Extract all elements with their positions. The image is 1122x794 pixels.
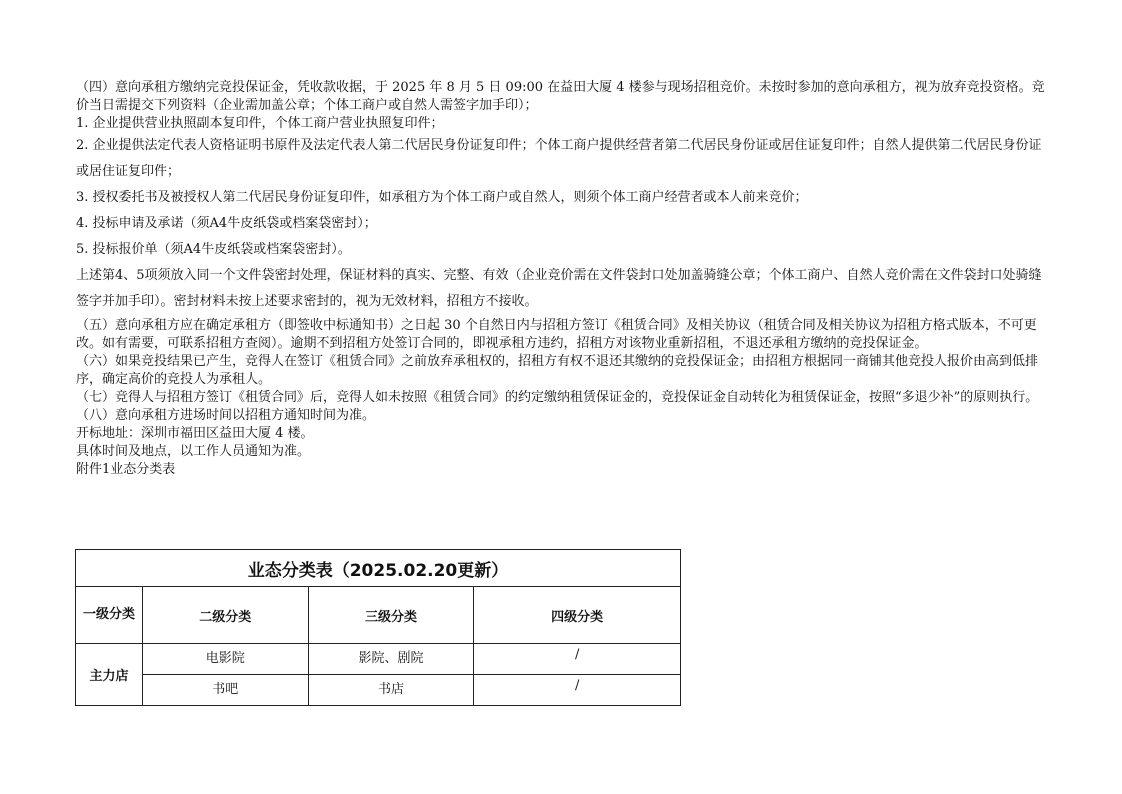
table-cell: / [474,644,681,675]
table-header-row [76,587,681,644]
table-title-row [76,550,681,587]
business-category-table [75,549,681,706]
requirement-item-2: 2. 企业提供法定代表人资格证明书原件及法定代表人第二代居民身份证复印件；个体工商户提供经营者第二代居民身份证或居住证复印件；自然人提供第二代居民身份证或居住证复印件； [76,138,1042,179]
section-6: （六）如果竞投结果已产生，竞得人在签订《租赁合同》之前放弃承租权的，招租方有权不退还其缴纳的竞投保证金；由招租方根据同一商铺其他竞投人报价由高到低排序，确定高价的竞投人为承租人。 [76,354,1039,387]
table-cell: 书吧 [142,675,308,706]
header-level-3: 三级分类 [308,587,474,644]
document-body [76,79,1048,479]
venue-address: 开标地址：深圳市福田区益田大厦 4 楼。 [76,426,314,441]
table-cell: 影院、剧院 [308,644,474,675]
header-level-4: 四级分类 [474,587,681,644]
header-level-1: 一级分类 [76,587,143,644]
table-row [76,644,681,675]
requirement-item-4: 4. 投标申请及承诺（须A4牛皮纸袋或档案袋密封）； [76,216,377,231]
header-level-2: 二级分类 [142,587,308,644]
table-cell: / [474,675,681,706]
table-cell: 电影院 [142,644,308,675]
sealing-note: 上述第4、5项须放入同一个文件袋密封处理，保证材料的真实、完整、有效（企业竞价需在文件袋封口处加盖骑缝公章；个体工商户、自然人竞价需在文件袋封口处骑缝签字并加手印）。密封材料未按上述要求密封的，视为无效材料，招租方不接收。 [76,268,1042,309]
attachment-label: 附件1业态分类表 [76,462,176,477]
section-4-intro: （四）意向承租方缴纳完竞投保证金，凭收款收据，于 2025 年 8 月 5 日 09:00 在益田大厦 4 楼参与现场招租竞价。未按时参加的意向承租方，视为放弃竞投资格。竞价当日需提交下列资料（企业需加盖公章；个体工商户或自然人需签字加手印）； [76,80,1045,113]
table-cell: 书店 [308,675,474,706]
section-8: （八）意向承租方进场时间以招租方通知时间为准。 [76,408,376,423]
requirement-item-5: 5. 投标报价单（须A4牛皮纸袋或档案袋密封）。 [76,242,351,257]
section-5: （五）意向承租方应在确定承租方（即签收中标通知书）之日起 30 个自然日内与招租方签订《租赁合同》及相关协议（租赁合同及相关协议为招租方格式版本，不可更改。如有需要，可联系招租方查阅）。逾期不到招租方处签订合同的，即视承租方违约，招租方对该物业重新招租，不退还承租方缴纳的竞投保证金。 [76,318,1037,351]
requirement-item-1: 1. 企业提供营业执照副本复印件，个体工商户营业执照复印件； [76,116,444,131]
group-cell: 主力店 [76,644,143,706]
section-7: （七）竞得人与招租方签订《租赁合同》后，竞得人如未按照《租赁合同》的约定缴纳租赁保证金的，竞投保证金自动转化为租赁保证金，按照“多退少补”的原则执行。 [76,390,1039,405]
table-title: 业态分类表（2025.02.20更新） [76,550,681,587]
requirement-item-3: 3. 授权委托书及被授权人第二代居民身份证复印件，如承租方为个体工商户或自然人，则须个体工商户经营者或本人前来竞价； [76,190,808,205]
time-note: 具体时间及地点，以工作人员通知为准。 [76,444,311,459]
table-row [76,675,681,706]
